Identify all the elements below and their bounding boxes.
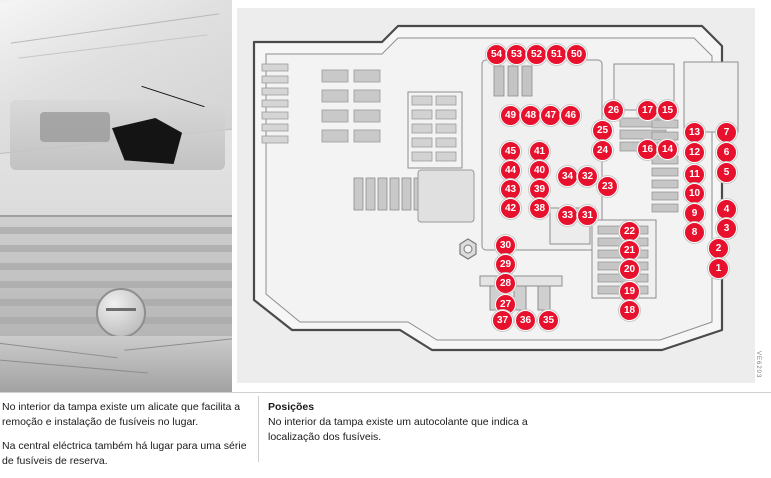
fuse-number-badge: 35 <box>538 310 559 331</box>
fuse-number-badge: 5 <box>716 162 737 183</box>
volvo-logo <box>96 288 146 338</box>
bumper-line <box>0 343 118 359</box>
fuse-number-badge: 50 <box>566 44 587 65</box>
fuse-number-badge: 15 <box>657 100 678 121</box>
fuse-number-badge: 17 <box>637 100 658 121</box>
caption-left-p1: No interior da tampa existe um alicate que facilita a remoção e instalação de fusíveis no lugar. <box>2 401 241 428</box>
fuse-number-badge: 19 <box>619 281 640 302</box>
fuse-number-badge: 24 <box>592 140 613 161</box>
caption-left <box>2 400 252 478</box>
front-bumper <box>0 336 232 392</box>
fuse-number-badge: 18 <box>619 300 640 321</box>
fuse-number-badge: 30 <box>495 235 516 256</box>
caption-left-p2: Na central eléctrica também há lugar para uma série de fusíveis de reserva. <box>2 440 247 467</box>
fuse-number-badge: 23 <box>597 176 618 197</box>
grille-slat <box>0 227 232 234</box>
fuse-number-badge: 33 <box>557 205 578 226</box>
fuse-number-badge: 2 <box>708 238 729 259</box>
fuse-number-badge: 34 <box>557 166 578 187</box>
fuse-number-badge: 37 <box>492 310 513 331</box>
caption-divider <box>0 392 771 393</box>
fuse-number-badge: 27 <box>495 294 516 315</box>
fuse-number-badge: 42 <box>500 198 521 219</box>
bumper-line <box>124 338 232 350</box>
fuse-box-diagram <box>232 0 771 392</box>
fuse-number-badge: 54 <box>486 44 507 65</box>
fuse-number-badge: 9 <box>684 203 705 224</box>
column-divider <box>258 396 259 462</box>
fuse-number-badge: 22 <box>619 221 640 242</box>
fuse-number-badge: 16 <box>637 139 658 160</box>
grille-slat <box>0 263 232 270</box>
fuse-number-badge: 36 <box>515 310 536 331</box>
bumper-line <box>0 359 148 373</box>
fuse-number-badge: 48 <box>520 105 541 126</box>
fuse-number-badge: 40 <box>529 160 550 181</box>
fuse-number-badge: 11 <box>684 164 705 185</box>
grille-slat <box>0 281 232 288</box>
fuse-number-badge: 12 <box>684 142 705 163</box>
fuse-number-badge: 47 <box>540 105 561 126</box>
fuse-number-badge: 45 <box>500 141 521 162</box>
fuse-number-badge: 20 <box>619 259 640 280</box>
fuse-number-badge: 10 <box>684 183 705 204</box>
fuse-number-badge: 31 <box>577 205 598 226</box>
fuse-number-badge: 43 <box>500 179 521 200</box>
fuse-number-badge: 7 <box>716 122 737 143</box>
fuse-number-badge: 8 <box>684 222 705 243</box>
fuse-number-badge: 38 <box>529 198 550 219</box>
fuse-number-badge: 14 <box>657 139 678 160</box>
grille-slat <box>0 245 232 252</box>
fuse-number-badge: 51 <box>546 44 567 65</box>
fuse-number-badge: 4 <box>716 199 737 220</box>
fuse-number-badge: 13 <box>684 122 705 143</box>
caption-right-heading: Posições <box>268 401 315 413</box>
fuse-number-badge: 29 <box>495 254 516 275</box>
fuse-number-badge: 39 <box>529 179 550 200</box>
engine-bay-photo <box>0 0 232 392</box>
caption-right <box>268 400 558 445</box>
fuse-number-badge: 52 <box>526 44 547 65</box>
fuse-number-badge: 49 <box>500 105 521 126</box>
fuse-number-badge: 25 <box>592 120 613 141</box>
fuse-number-badge: 26 <box>603 100 624 121</box>
engine-part <box>40 112 110 142</box>
fuse-number-badge: 3 <box>716 218 737 239</box>
figure-code: VE6203 <box>755 350 761 378</box>
fuse-number-badge: 32 <box>577 166 598 187</box>
fuse-number-badge: 44 <box>500 160 521 181</box>
fuse-number-badge: 1 <box>708 258 729 279</box>
fuse-number-badge: 28 <box>495 273 516 294</box>
fuse-number-badge: 6 <box>716 142 737 163</box>
caption-right-text: No interior da tampa existe um autocolante que indica a localização dos fusíveis. <box>268 416 528 443</box>
fuse-number-badge: 21 <box>619 240 640 261</box>
fuse-number-badge: 53 <box>506 44 527 65</box>
fuse-number-badge: 46 <box>560 105 581 126</box>
fuse-number-badge: 41 <box>529 141 550 162</box>
